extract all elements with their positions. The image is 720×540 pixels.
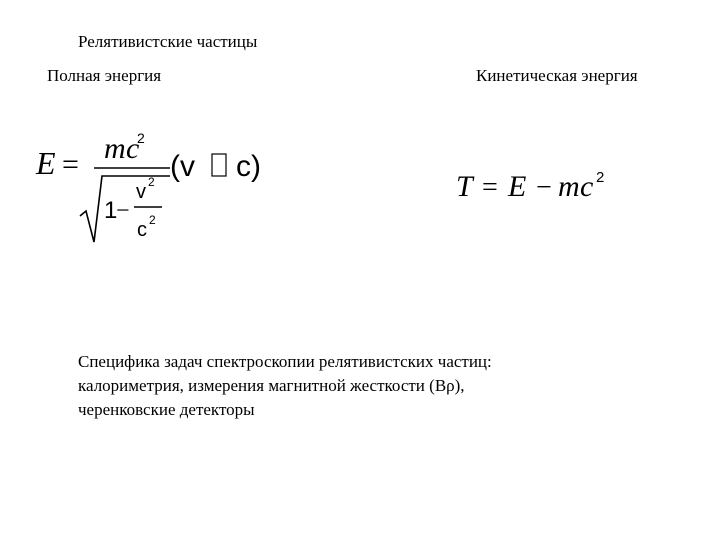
- kinetic-m: m: [558, 170, 580, 203]
- kinetic-energy-label: Кинетическая энергия: [476, 66, 638, 85]
- inner-v: v: [136, 181, 146, 203]
- kinetic-equals: =: [482, 172, 498, 203]
- sqrt-one: 1: [104, 197, 118, 224]
- formula-equals: =: [62, 148, 79, 181]
- paragraph: [78, 350, 492, 422]
- numerator-c: c: [126, 132, 140, 165]
- paragraph-line-2: калориметрия, измерения магнитной жесткости (Bρ),: [78, 376, 465, 395]
- paragraph-line-3: черенковские детекторы: [78, 400, 255, 419]
- sqrt-minus: −: [116, 198, 130, 224]
- kinetic-c: c: [580, 170, 594, 203]
- unknown-glyph-box: [212, 154, 226, 176]
- inner-v-exponent: 2: [148, 175, 155, 189]
- kinetic-minus: −: [536, 172, 552, 203]
- condition-close: c): [236, 150, 261, 183]
- slide-title: Релятивистские частицы: [78, 32, 258, 51]
- inner-c-exponent: 2: [149, 213, 156, 227]
- condition-open: (v: [170, 150, 195, 183]
- total-energy-label: Полная энергия: [47, 66, 162, 85]
- kinetic-T: T: [456, 170, 473, 203]
- kinetic-exponent: 2: [596, 169, 605, 186]
- paragraph-line-1: Специфика задач спектроскопии релятивистских частиц:: [78, 352, 492, 371]
- kinetic-energy-formula: [452, 160, 642, 220]
- numerator-m: m: [104, 132, 126, 165]
- total-energy-formula: [30, 118, 290, 248]
- inner-c: c: [137, 219, 147, 241]
- formula-E: E: [36, 145, 56, 181]
- kinetic-E: E: [508, 170, 527, 203]
- numerator-exponent: 2: [137, 130, 145, 146]
